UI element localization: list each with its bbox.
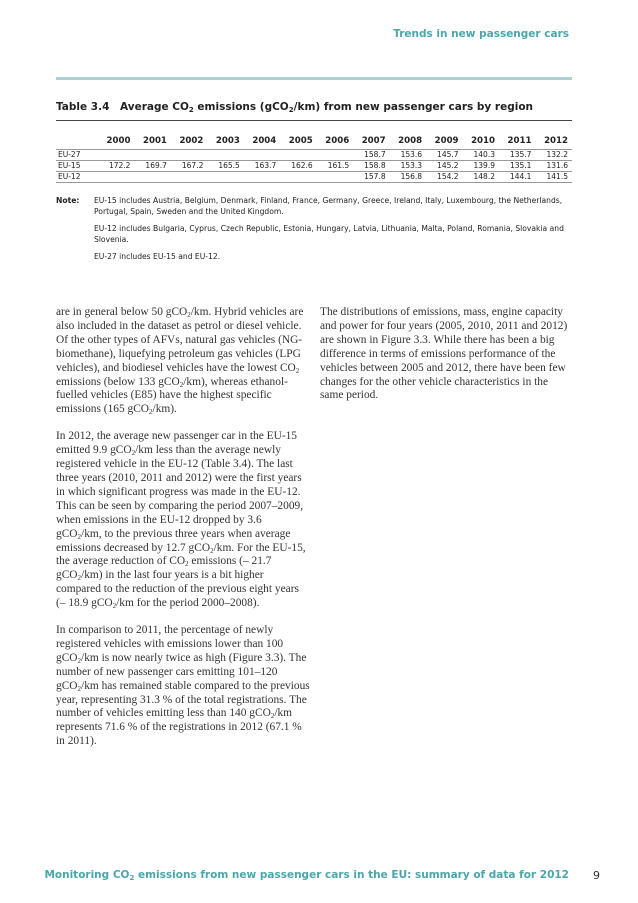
table-cell: 135.1 [499,161,535,172]
year-header: 2008 [398,135,423,146]
row-label: EU-15 [56,161,98,172]
table-cell: 144.1 [499,172,535,183]
table-cell: 153.6 [390,150,426,161]
row-label: EU-27 [56,150,98,161]
table-cell [244,150,280,161]
table-cell: 163.7 [244,161,280,172]
note-paragraph: EU-12 includes Bulgaria, Cyprus, Czech Republic, Estonia, Hungary, Latvia, Lithuania, Malta, Poland, Romania, Slovakia and Slovenia. [94,224,564,244]
table-cell: 158.7 [353,150,389,161]
table-cell [317,172,353,183]
caption-rule [56,120,572,121]
table-cell [317,150,353,161]
table-cell: 157.8 [353,172,389,183]
table-row [56,172,572,183]
body-paragraph: are in general below 50 gCO$_2$/km. Hybrid vehicles are also included in the dataset as petrol or diesel vehicle. Of the other types of AFVs, natural gas vehicles (NG-biomethane), liquefying petroleum gas vehicles (LPG vehicles), and biodiesel vehicles have the lowest $CO_2$ emissions (below 133 gCO$_2$/km), whereas ethanol-fuelled vehicles (E85) have the highest specific emissions (165 gCO$_2$/km). [56,306,304,417]
year-header: 2009 [434,135,459,146]
table-cell [98,172,134,183]
table-cell [207,150,243,161]
table-cell: 139.9 [463,161,499,172]
table-number: Table 3.4 [56,101,110,113]
table-notes [56,195,572,268]
table-cell: 154.2 [426,172,462,183]
table-row [56,161,572,172]
body-paragraph: In 2012, the average new passenger car in the EU-15 emitted 9.9 gCO$_2$/km less than the average newly registered vehicle in the EU-12 (Table 3.4). The last three years (2010, 2011 and 2012) were the first years in which significant progress was made in the EU-12. This can be seen by comparing the period 2007–2009, when emissions in the EU-12 dropped by 3.6 gCO$_2$/km, to the previous three years when average emissions decreased by 12.7 gCO$_2$/km. For the EU-15, the average reduction of $CO_2$ emissions (– 21.7 gCO$_2$/km) in the last four years is a bit higher compared to the reduction of the previous eight years (– 18.9 gCO$_2$/km for the period 2000–2008). [56,430,306,611]
body-paragraph: The distributions of emissions, mass, engine capacity and power for four years (2005, 2010, 2011 and 2012) are shown in Figure 3.3. While there has been a big difference in terms of emissions performance of the vehicles between 2005 and 2012, there have been few changes for the other vehicle characteristics in the same period. [320,306,568,402]
table-cell: 169.7 [134,161,170,172]
table-cell: 162.6 [280,161,316,172]
year-header: 2002 [179,135,204,146]
year-header: 2004 [252,135,277,146]
left-column [56,306,310,762]
year-header: 2001 [142,135,167,146]
year-header: 2005 [288,135,313,146]
table-row [56,150,572,161]
year-header: 2006 [325,135,350,146]
year-header: 2000 [106,135,131,146]
year-header: 2010 [471,135,495,146]
table-cell [98,150,134,161]
note-paragraph: EU-15 includes Austria, Belgium, Denmark, Finland, France, Germany, Greece, Ireland, Italy, Luxembourg, the Netherlands, Portugal, Spain, Sweden and the United Kingdom. [94,196,563,216]
table-cell: 156.8 [390,172,426,183]
table-cell: 161.5 [317,161,353,172]
right-column [320,306,574,416]
table-cell: 153.3 [390,161,426,172]
table-header-row [56,134,572,150]
body-paragraph: In comparison to 2011, the percentage of newly registered vehicles with emissions lower than 100 gCO$_2$/km is now nearly twice as high (Figure 3.3). The number of new passenger cars emitting 101–120 gCO$_2$/km has remained stable compared to the previous year, representing 31.3 % of the total registrations. The number of vehicles emitting less than 140 gCO$_2$/km represents 71.6 % of the registrations in 2012 (67.1 % in 2011). [56,624,310,748]
note-label: Note: [56,196,80,205]
year-header: 2011 [507,135,532,146]
table-cell: 145.2 [426,161,462,172]
running-footer: Monitoring $CO_2$ emissions from new passenger cars in the EU: summary of data for 2012 [44,869,569,882]
page-number: 9 [593,869,600,882]
year-header: 2012 [544,135,568,146]
year-header: 2007 [361,135,386,146]
table-cell: 131.6 [535,161,572,172]
table-cell: 145.7 [426,150,462,161]
table-cell [207,172,243,183]
table-cell: 132.2 [535,150,572,161]
table-cell [134,172,170,183]
table-cell: 141.5 [535,172,572,183]
table-cell: 167.2 [171,161,207,172]
table-cell: 165.5 [207,161,243,172]
table-cell: 135.7 [499,150,535,161]
running-header: Trends in new passenger cars [393,28,569,40]
table-cell [171,172,207,183]
table-cell [280,172,316,183]
table-cell: 158.8 [353,161,389,172]
year-header: 2003 [215,135,240,146]
table-cell: 172.2 [98,161,134,172]
table-caption: Table 3.4 Average $CO_2$ emissions (gCO$_2$/km) from new passenger cars by region [56,101,534,114]
note-paragraph: EU-27 includes EU-15 and EU-12. [94,252,221,261]
table-cell: 140.3 [463,150,499,161]
table-cell [171,150,207,161]
header-rule [56,77,572,80]
table-cell [280,150,316,161]
corner-cell [56,134,98,150]
table-cell [134,150,170,161]
table-cell: 148.2 [463,172,499,183]
table-cell [244,172,280,183]
emissions-table [56,134,572,183]
row-label: EU-12 [56,172,98,183]
